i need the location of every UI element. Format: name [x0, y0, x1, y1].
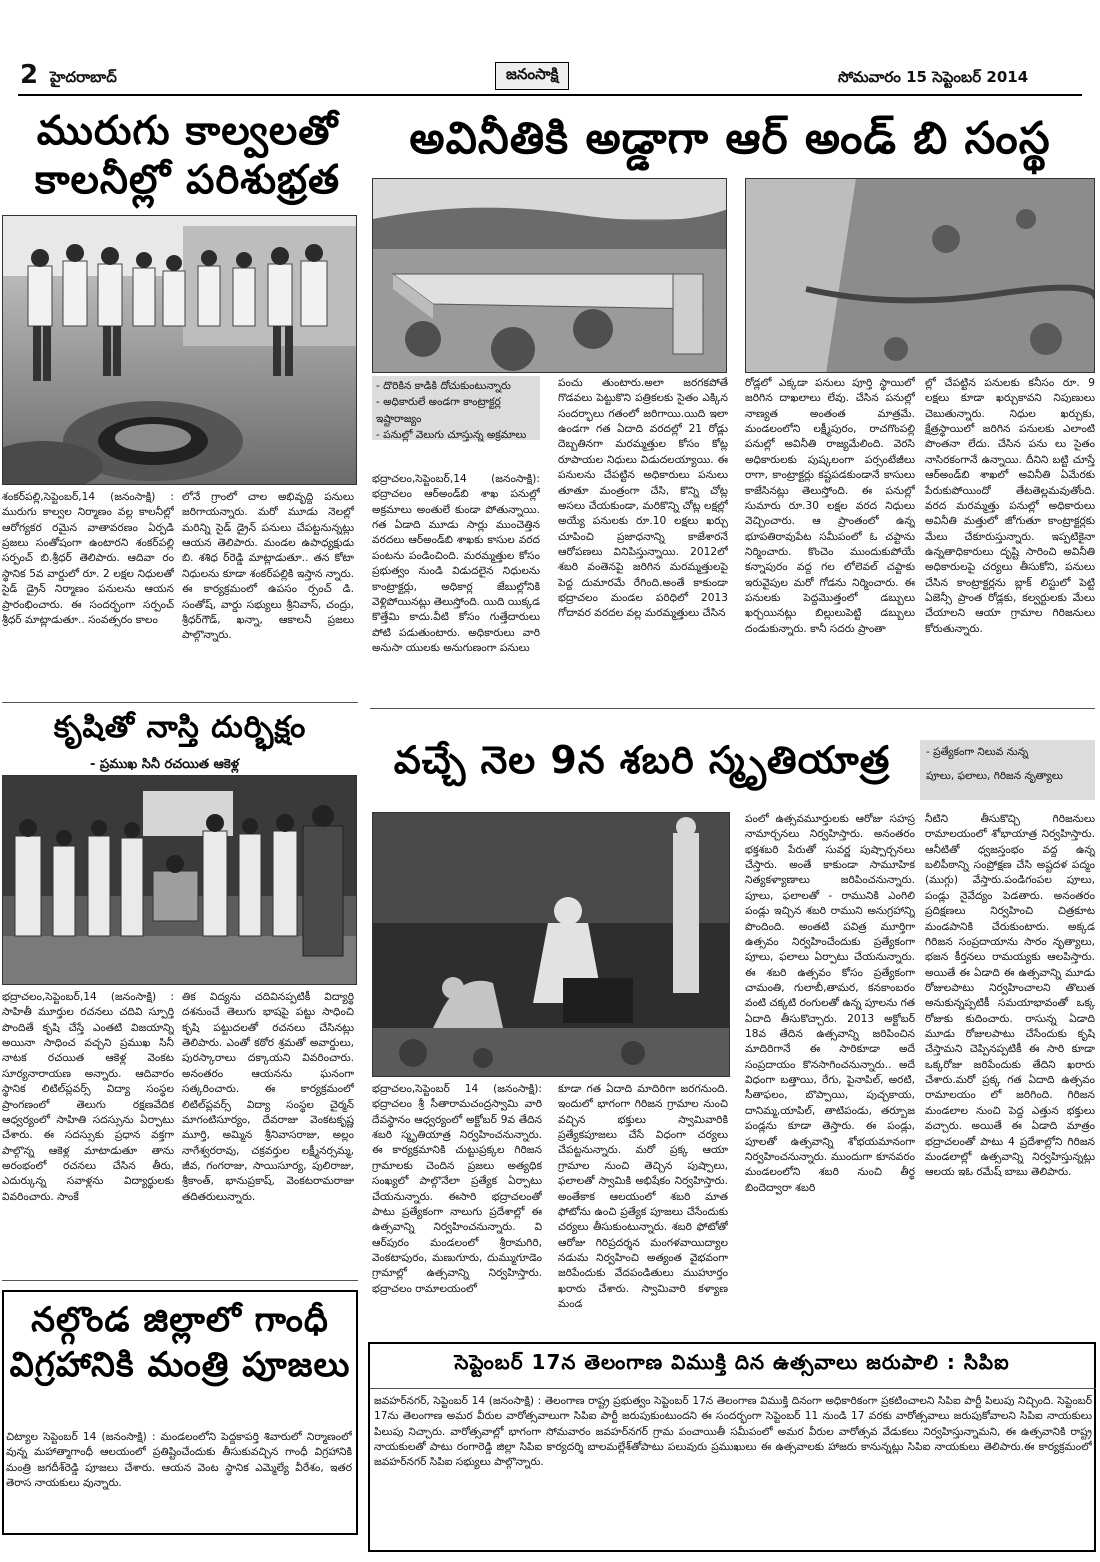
story6-divider — [370, 1388, 1096, 1389]
story6-headline: సెప్టెంబర్‌ 17న తెలంగాణ విముక్తి దిన ఉత్సవాలు జరుపాలి : సిపిఐ — [454, 1350, 1010, 1374]
story3-photo — [2, 775, 357, 985]
story1-col1: శంకర్‌పల్లి,సెప్టెంబర్‌,14 (జనంసాక్షి) : మురుగు కాల్వల నిర్మాణం వల్ల కాలనీల్లో ఆరోగ్యకర రమైన వాతావరణం ఏర్పడి ప్రజలు సంతోషంగా ఉంటారని శంకర్‌పల్లి సర్పంచ్‌ బి.శ్రీధర్‌ తెలిపారు. ఆదివా రం స్థానిక 5వ వార్డులో రూ. 2 లక్షల నిధులతో సైడ్‌ డ్రైన్‌ నిర్మాణం పనులను ఆయన ప్రారంభించారు. ఈ సందర్భంగా సర్పంచ్‌ శ్రీధర్‌ మాట్లాడుతూ.. సంవత్సరం కాలం — [2, 491, 174, 626]
story4-headline: వచ్చే నెల 9న శబరి స్మృతియాత్ర — [393, 738, 891, 782]
story1-photo — [2, 215, 357, 485]
story3-col2: తిక విద్యను చదివినప్పటికీ విద్యార్థి దశనుంచే తెలుగు భాషపై పట్టు సాధించి కృషి పట్టుదలతో రచనలు చేసినట్లు తెలిపారు. ఎంతో కఠోర శ్రమతో అవార్డులు, పురస్కారాలు దక్కాయని వివరించారు. అనంతరం ఆయనను ఘనంగా సత్కరించారు. ఈ కార్యక్రమంలో లిటిల్‌ప్లవర్స్‌ విద్యా సంస్థల చైర్మన్‌ మాగంటిసూర్యం, దేవరాజు వెంకటకృష్ణ మూర్తి, అమ్మిన శ్రీనివాసరాజు, అల్లం నాగేశ్వరరావు, చక్రవర్తుల లక్ష్మీనర్సమ్మ, జీవ, గంగరాజు, సాయిసూర్య, పులిరాజు, శ్రీకాంత్‌, భానుప్రకాష్‌, వెంకటరామరాజు తదితరులున్నారు. — [182, 991, 354, 1203]
story5-box — [2, 1290, 358, 1535]
story4-col1: భద్రాచలం,సెప్టెంబర్‌ 14 (జనంసాక్షి): భద్రాచలం శ్రీ సీతారామచంద్రస్వామి వారి దేవస్థానం ఆధ్వర్యంలో అక్టోబర్‌ 9వ తేదిన శబరి స్మృతియాత్ర నిర్వహించనున్నారు. ఈ కార్యక్రమానికి చుట్టుప్రక్కల గిరిజన గ్రామాలకు చెందిన ప్రజలు అత్యధిక సంఖ్యలో పాల్గొనేలా ప్రత్యేక ఏర్పాటు చేయనున్నారు. ఈసారి భద్రాచలంతో పాటు ప్రత్యేకంగా నాలుగు ప్రదేశాల్లో ఈ ఉత్సవాన్ని నిర్వహించనున్నారు. వి ఆర్‌పురం మండలంలో శ్రీరామగిరి, వెంకటాపురం, మణుగూరు, దుమ్ముగూడెం గ్రామాల్లో ఉత్సవాన్ని నిర్వహిస్తారు. భద్రాచలం రామాలయంలో — [372, 1083, 542, 1295]
story2-headline: అవినీతికి అడ్డాగా ఆర్‌ అండ్‌ బి సంస్థ — [409, 113, 1051, 164]
story2-bullet: - దొరికిన కాడికి దోచుకుంటున్నారు — [376, 380, 511, 392]
story2-photo-1 — [372, 178, 727, 373]
story4-bullet: పూలు, ఫలాలు, గిరిజన నృత్యాలు — [926, 770, 1063, 783]
story4-col4: నీటిని తీసుకొచ్చి గిరిజనులు రామాలయంలో శోభాయాత్ర నిర్వహిస్తారు. ఆనీటితో ధ్వజస్తంభం వద్ద ఉన్న బలిపీఠాన్ని సంప్రోక్షణ చేసి అష్టదళ పద్మం (ముగ్గు) వేస్తారు.పండిగంపల పూలు, పండ్లు నైవేద్యం పెడతారు. అనంతరం ప్రదిక్షణలు నిర్వహించి చిత్రకూట మండపానికి చేరుకుంటారు. అక్కడ గిరిజన సంప్రదాయాను సారం నృత్యాలు, భజన కీర్తనలు రామయ్యకు ఆలపిస్తారు. అయితే ఈ ఏడాది ఈ ఉత్సవాన్ని మూడు రోజులపాటు నిర్వహించాలని తొలుత అనుకున్నప్పటికీ సమయాభావంతో ఒక్క రోజుకు కుదించారు. రాసున్న ఏడాది మూడు రోజులపాటు చేసేందుకు కృషి చేస్తామని చెప్పినప్పటికీ ఈ సారి కూడా ఒక్కరోజు జరిపేందుకు తేదిని ఖరారు చేశారు.మరో ప్రక్క గత ఏదాది ఉత్సవం రామాలయం లో జరిగింది. గిరిజన మండలాల నుంచి పెద్ద ఎత్తున భక్తులు వచ్చారు. అయితే ఈ ఏడాది మాత్రం భద్రాచలంతో పాటు 4 ప్రదేశాల్లోని గిరిజన మండలాల్లో ఉత్సవాన్ని నిర్వహిస్తున్నట్లు ఆలయ ఇఓ రమేష్‌ బాబు తెలిపారు. — [925, 813, 1095, 1179]
story3-divider — [2, 1280, 358, 1281]
masthead-logo: జనంసాక్షి — [495, 62, 569, 90]
city-label: హైదరాబాద్‌ — [50, 68, 117, 86]
story1-col2: లోనే గ్రాంలో చాల అభివృద్ది పనులు జరిగాయన్నారు. మరో మూడు నెలల్లో మరిన్ని సైడ్‌ డ్రైన్‌ పనులు చేపట్టనున్నట్లు ఆయన తెలిపారు. మండల ఉపాధ్యక్షుడు బి. శశిధ ర్‌రెడ్డి మాట్లాడుతూ.. తన కోటా నిధులను కూడా శంకర్‌పల్లికి ఇస్తాన న్నారు. ఈ కార్యక్రమంలో ఉపసం ర్పంచ్‌ డి. సంతోష్‌, వార్డు సభ్యులు శ్రీనివాస్‌, చంద్రు, శ్రీధర్‌గౌడ్‌, ఖన్నా, ఆకాలనీ ప్రజలు పాల్గొన్నారు. — [182, 491, 354, 642]
seminar-group-photo — [3, 776, 357, 985]
story6-box — [368, 1342, 1096, 1552]
header-rule — [18, 94, 1082, 96]
damaged-culvert-photo — [746, 179, 1095, 373]
story3-byline: - ప్రముఖ సినీ రచయిత ఆకెళ్ల — [90, 757, 240, 772]
story2-bullet: - పనుల్లో వెలుగు చూస్తున్న అక్రమాలు — [376, 428, 527, 441]
road-wall-photo — [373, 179, 727, 373]
story2-col2: పంచు తుంటారు.అలా జరగకపోతే గొడవలు పెట్టుకొని పత్రికలకు సైతం ఎక్కిన సందర్భాలు గతంలో జరిగాయి.యిది ఇలా ఉండగా గత ఏదాది వరదల్లో 21 రోడ్లు దెబ్బతినగా మరమ్మత్తుల కోసం కోట్ల రూపాయల నిధులు విడుదలయ్యాయి. ఈ పనులను చేపట్టిన అధికారులు పనులు తూతూ మంత్రంగా చేసి, కొన్ని చోట్ల అసలు చేయకుండా, మరికొన్ని చోట్ల లక్షల్లో అయ్యే పనులకు రూ.10 లక్షలు ఖర్చు చూపించి ప్రజాధనాన్ని కాజేశారనే ఆరోపణలు వినిపిస్తున్నాయి. 2012లో శబరి వంతెనపై జరిగిన మరమ్మత్తులపై పెద్ద దుమారమే రేగింది.అంతే కాకుండా భద్రాచలం మండల పరిధిలో 2013 గోదావర వరదల వల్ల మరమ్మత్తులు చేసిన — [558, 377, 728, 620]
story1-divider — [2, 702, 358, 703]
story6-text: జవహర్‌నగర్‌, సెప్టెంబర్‌ 14 (జనంసాక్షి) : తెలంగాణ రాష్ట్ర ప్రభుత్వం సెప్టెంబర్‌ 17న తెలంగాణ విముక్తి దినంగా అధికారికంగా ప్రకటించాలని సిపిఐ పార్టీ పిలుపు నిచ్చింది. సెప్టెంబర్‌ 17ను తెలంగాణ అమర వీరుల వారోత్సవాలుగా సిపిఐ పార్టీ జరుపుకుంటుందని ఈ సందర్భంగా సెప్టెంబర్‌ 11 నుండి 17 వరకు వారోత్సవాలు జరుపుకోవాలని సిపిఐ నాయకులు పిలుపు నిచ్చారు. వారోత్సవాల్లో భాగంగా సోమవారం జవహర్‌నగర్‌ గ్రామ పంచాయితీ సమీపంలో అమర వీరుల వారోత్సవ వేడుకలు నిర్వహిస్తున్నామని, ఈ ఉత్సవానికి రాష్ట్ర నాయకులతో పాటు రంగారెడ్డి జిల్లా సిపిఐ కార్యదర్శి బాలమల్లేశ్‌తోపాటు పలువురు ప్రముఖులు ఈ ఉత్సవాలకు హాజరు కానున్నట్లు సిపిఐ నాయకులు తెలిపారు.ఈ కార్యక్రమంలో జవహర్‌నగర్‌ సిపిఐ సభ్యులు పాల్గొన్నారు. — [374, 1395, 1092, 1469]
story2-col4: ల్లో చేపట్టిన పనులకు కనీసం రూ. 9 లక్షలు కూడా ఖర్చుకావని నిపుణులు చెబుతున్నారు. నిధుల ఖర్చుకు, క్షేత్రస్థాయిలో జరిగిన పనులకు ఎలాంటి పొంతనా లేదు. చేసిన పను లు సైతం నాసిరకంగానే ఉన్నాయి. దీనిని బట్టి చూస్తే ఆర్‌అండ్‌బి శాఖలో అవినీతి ఏమేరకు పేరుకుపోయిందో తేటతెల్లమవుతోంది. వరద మరమ్మత్తు పనుల్లో అధికారులు అవినీతి మత్తులో జోగుతూ కాంట్రాక్టర్లకు మేలు చేకూరుస్తున్నారు. ఇప్పటికైనా ఉన్నతాధికారులు దృష్టి సారించి అవినీతి అధికారులపై చర్యలు తీసుకోని, పనులు చేసిన కాంట్రాక్టర్లను బ్లాక్‌ లిస్టులో పెట్టి ఏజెన్సీ ప్రాంత రోడ్లకు, కల్వర్టులకు మేలు చేయాలని ఆయా గ్రామాల గిరిజనులు కోరుతున్నారు. — [925, 377, 1095, 635]
story5-headline: నల్గొండ జిల్లాలో గాంధీ విగ్రహానికి మంత్రి పూజలు — [9, 1300, 351, 1385]
story4-col2: కూడా గత ఏదాది మాదిరిగా జరగనుంది. ఇందులో భాగంగా గిరిజన గ్రామాల నుంచి వచ్చిన భక్తులు స్వామివారికి ప్రత్యేకపూజలు చేసే విధంగా చర్యలు చేపట్టనున్నారు. మరో ప్రక్క ఆయా గ్రామాల నుంచి తెచ్చిన పుష్పాలు, ఫలాలతో స్వామికి అభిషేకం నిర్వహిస్తారు. అంతేకాక ఆలయంలో శబరి మాత ఫోటోను ఉంచి ప్రత్యేక పూజలు చేసేందుకు చర్యలు తీసుకుంటున్నారు. శబరి ఫోటోతో ఆరోజు గిరిప్రదర్శన మంగళవాయిద్యాల నడుమ నిర్వహించి అత్యంత వైభవంగా జరిపేందుకు వేదపండితులు ముహూర్తం ఖరారు చేశారు. స్వామివారి కళ్యాణ మండ — [558, 1083, 728, 1311]
story2-divider — [370, 708, 1095, 709]
story4-highlights — [920, 740, 1095, 800]
story4-bullet: - ప్రత్యేకంగా నిలువ నున్న — [926, 746, 1029, 758]
story2-col1: భద్రాచలం,సెప్టెంబర్‌,14 (జనంసాక్షి): భద్రాచలం ఆర్‌అండ్‌బి శాఖ పనుల్లో అక్రమాలు అంతులే కుండా పోతున్నాయి. గత ఏడాది మూడు సార్లు ముంచెత్తిన వరదలు ఆర్‌అండ్‌బి శాఖకు కాసుల వరద పంటను పండించింది. మరమ్మత్తుల కోసం ప్రభుత్వం నుండి విడుదలైన నిధులను కాంట్రాక్టర్లు, అధికార్ల జేబుల్లోనికి వెళ్లిపోయినట్లు తెలుస్తోంది. యిది యిక్కడ కొత్తేమి కాదు.వీటి కోసం గుత్తేదారులు పోటి పడుతుంటారు. అధికారులు వారి అనుసా యులకు అనుగుణంగా పనులు — [372, 473, 540, 654]
page-number: 2 — [20, 60, 39, 90]
story2-bullet: - అధికారులే అండగా కాంట్రాక్టర్ల ఇష్టారాజ్యం — [376, 396, 501, 425]
story1-headline: మురుగు కాల్వలతో కాలనీల్లో పరిశుభ్రత — [34, 108, 341, 204]
story3-headline: కృషితో నాస్తి దుర్భిక్షం — [53, 710, 307, 745]
drain-construction-photo — [3, 216, 357, 485]
story2-highlights — [372, 376, 540, 440]
story4-col3: పంలో ఉత్సవమూర్తులకు ఆరోజు సహస్ర నామార్చనలు నిర్వహిస్తారు. అనంతరం భక్తశబరి పేరుతో సువర్ణ పుష్పార్చనలు చేస్తారు. అంతే కాకుండా సామూహిక నిత్యకళ్యాణాలు జరిపించనున్నారు. పూలు, ఫలాలతో - రామునికి ఎంగిలి పండ్లు ఇచ్చిన శబరి రాముని అనుగ్రహాన్ని పొందింది. అంతటి పవిత్ర మూర్తిగా ఉత్సవం నిర్వహించేందుకు ప్రత్యేకంగా పూలు, ఫలాలు ఏర్పాటు చేయనున్నారు. ఈ శబరి ఉత్సవం కోసం ప్రత్యేకంగా చామంతి, గులాబీ,తామర, కనకాంబరం వంటి చక్కటి రంగులతో ఉన్న పూలను గత ఏదాది తీసుకొచ్చారు. 2013 అక్టోబర్‌ 18వ తేదిన ఉత్సవాన్ని జరిపించిన మాదిరిగానే ఈ సారికూడా అదే సంప్రదాయం కొనసాగించనున్నారు.. అదే విధంగా బత్తాయి, రేగు, పైనాపిల్‌, అరటి, సీతాఫలం, బొప్పాయి, పుచ్చకాయ, దానిమ్మ,యాపిల్‌, తాటిపండు, తర్బూజ పండ్లను కూడా తెస్తారు. ఈ పండ్లు, పూలతో ఉత్సవాన్ని శోభయమానంగా నిర్వహించనున్నారు. ముందుగా కూనవరం మండలంలోని శబరి నుంచి తీర్థ బిందెద్వారా శబరి — [745, 813, 915, 1194]
story5-text: చిట్యాల సెప్టెంబర్‌ 14 (జనంసాక్షి) : మండలంలోని పెద్దకాపర్తి శివారులో నిర్మాణంలో వున్న మహాత్మాగాంధీ ఆలయంలో ప్రతిష్టించేందుకు తీసుకువచ్చిన గాంధీ విగ్రహానికి మంత్రి జగదీశ్‌రెడ్డి పూజలు చేశారు. ఆయన వెంట స్థానిక ఎమ్మెల్యే వీరేశం, ఇతర తెరాస నాయకులు వున్నారు. — [6, 1431, 352, 1490]
story2-photo-2 — [745, 178, 1095, 373]
issue-date: సోమవారం 15 సెప్టెంబర్‌ 2014 — [838, 68, 1029, 86]
story3-col1: భద్రాచలం,సెప్టెంబర్‌,14 (జనంసాక్షి) : సాహితీ మూర్తుల రచనలు చదివి స్పూర్తి పొందితే కృషి చేస్తే ఎంతటి విజయాన్ని అయినా సాధించ వచ్చని ప్రముఖ సినీ నాటక రచయిత ఆకెళ్ల వెంకట సూర్యనారాయణ అన్నారు. ఆదివారం స్థానిక లిటిల్‌ప్లవర్స్‌ విద్యా సంస్థల ప్రాంగణంలో తెలుగు రక్షణవేదిక ఆధ్వర్యంలో సాహితి సదస్సును ఏర్పాటు చేశారు. ఈ సదస్సుకు ప్రధాన వక్తగా పాల్గొన్న ఆకెళ్ల మాటాడుతూ తాను అరంభంలో రచనలు చేసిన తీరు, ఎదుర్కున్న సవాళ్లను విద్యార్థులకు వివరించారు. సాంకే — [2, 991, 174, 1203]
story2-col3: రోడ్లలో ఎక్కడా పనులు పూర్తి స్థాయిలో జరిగిన దాఖలాలు లేవు. చేసిన పనుల్లో నాణ్యత అంతంత మాత్రమే. మండలంలోని లక్ష్మీపురం, రాచగొంపల్లి పనుల్లో అవినీతి రాజ్యమేలింది. వెరసి అధికారులకు పుష్కలంగా పర్సంటేజీలు రాగా, కాంట్రాక్టర్లు కష్టపడకుండానే కాసులు కాజేసినట్లు తెలుస్తోంది. ఈ పనుల్లో సుమారు రూ.30 లక్షల వరద నిధులు వెచ్చించారు. ఆ ప్రాంతంలో ఉన్న భూపతిరావుపేట సమీపంలో ఓ చప్టాను నిర్మించారు. కొంచెం ముందుకుపోయే కన్నాపురం వద్ద గల లోలెవల్‌ చప్టాకు ఇరువైపుల మరో గోడను నిర్మించారు. ఈ పనులకు పెద్దమొత్తంలో డబ్బులు ఖర్చయినట్లు బిల్లులుపెట్టి డబ్బులు దండుకున్నారు. కానీ సదరు ప్రాంతా — [745, 377, 915, 635]
